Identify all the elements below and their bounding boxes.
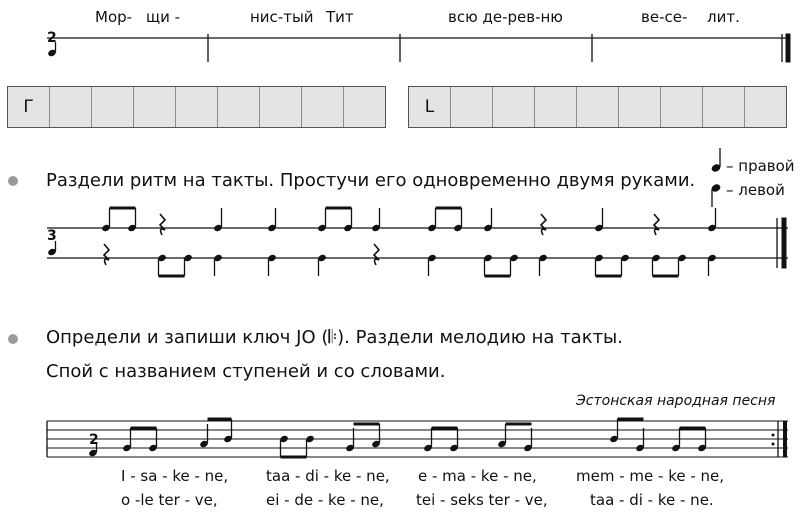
instruction-3b: Спой с названием ступеней и со словами. [46,361,446,382]
note [594,254,604,276]
left-hand-note-icon [710,183,721,207]
note [157,254,167,276]
note [453,208,463,232]
note [609,419,619,443]
time-signature-1: 2 [47,30,57,46]
lyric-phrase: o -le ter - ve, [121,491,218,509]
note [267,208,277,232]
syllable: Мор- [95,8,133,26]
quarter-rest-icon [374,244,379,265]
right-hand-note-icon [710,148,721,173]
lyric-phrase: ei - de - ke - ne, [266,491,384,509]
note [707,254,717,276]
beam [159,275,185,278]
note [483,254,493,276]
note [213,254,223,276]
note [267,254,277,276]
left-hand-rhythm [104,244,717,278]
note [497,424,507,448]
time-signature-3: 2 [89,432,99,448]
time-signature-2: 3 [47,228,57,244]
right-hand-rhythm [101,207,717,236]
lyric-phrase: e - ma - ke - ne, [418,467,537,485]
quarter-note-icon [47,241,57,256]
note [427,254,437,276]
melody-notes [122,419,707,457]
syllable: ве-се- [641,8,688,26]
note [449,428,459,452]
lyric-phrase: taa - di - ke - ne. [590,491,714,509]
lyric-phrase: tei - seks ter - ve, [416,491,548,509]
syllable: всю де-рев-ню [448,8,563,26]
note [677,254,687,276]
note [305,435,315,457]
note [620,254,630,276]
rhythm-staff-1 [47,34,790,62]
note [697,428,707,452]
beam [436,207,462,210]
note [101,208,111,232]
note [651,254,661,276]
note [707,208,717,232]
note [343,208,353,232]
grid-cell-label: Г [8,87,50,127]
note [317,254,327,276]
quarter-rest-icon [160,214,165,235]
note [122,428,132,452]
note [538,254,548,276]
beam [485,275,511,278]
note [671,428,681,452]
note [423,428,433,452]
instruction-3a: Определи и запиши ключ JO (𝄆). Раздели мелодию на такты. [46,327,623,348]
note [223,419,233,443]
note [345,428,355,452]
quarter-note-icon [88,442,98,457]
syllable: щи - [146,8,181,26]
note [199,424,209,448]
note [127,208,137,232]
quarter-rest-icon [104,244,109,265]
beam [653,275,679,278]
note [213,208,223,232]
note [483,208,493,232]
note [317,208,327,232]
note [279,435,289,457]
melody-staff [47,421,788,457]
grid-cell-label: L [409,87,451,127]
note [371,208,381,232]
syllable: Тит [326,8,354,26]
syllable: лит. [707,8,740,26]
beam [596,275,622,278]
quarter-note-icon [47,42,57,57]
note [509,254,519,276]
note [371,424,381,448]
song-source: Эстонская народная песня [576,393,776,409]
note [523,428,533,452]
legend-right-hand: – правой [726,157,795,175]
instruction-2: Раздели ритм на такты. Простучи его одновременно двумя руками. [46,170,696,191]
note [183,254,193,276]
quarter-rest-icon [541,214,546,235]
syllable: нис-тый [250,8,314,26]
beam [110,207,136,210]
lyric-phrase: mem - me - ke - ne, [576,467,725,485]
note [594,208,604,232]
legend-left-hand: – левой [726,181,785,199]
lyric-phrase: I - sa - ke - ne, [121,467,229,485]
note [635,428,645,452]
lyric-phrase: taa - di - ke - ne, [266,467,390,485]
note [148,428,158,452]
quarter-rest-icon [654,214,659,235]
beam [326,207,352,210]
note [427,208,437,232]
